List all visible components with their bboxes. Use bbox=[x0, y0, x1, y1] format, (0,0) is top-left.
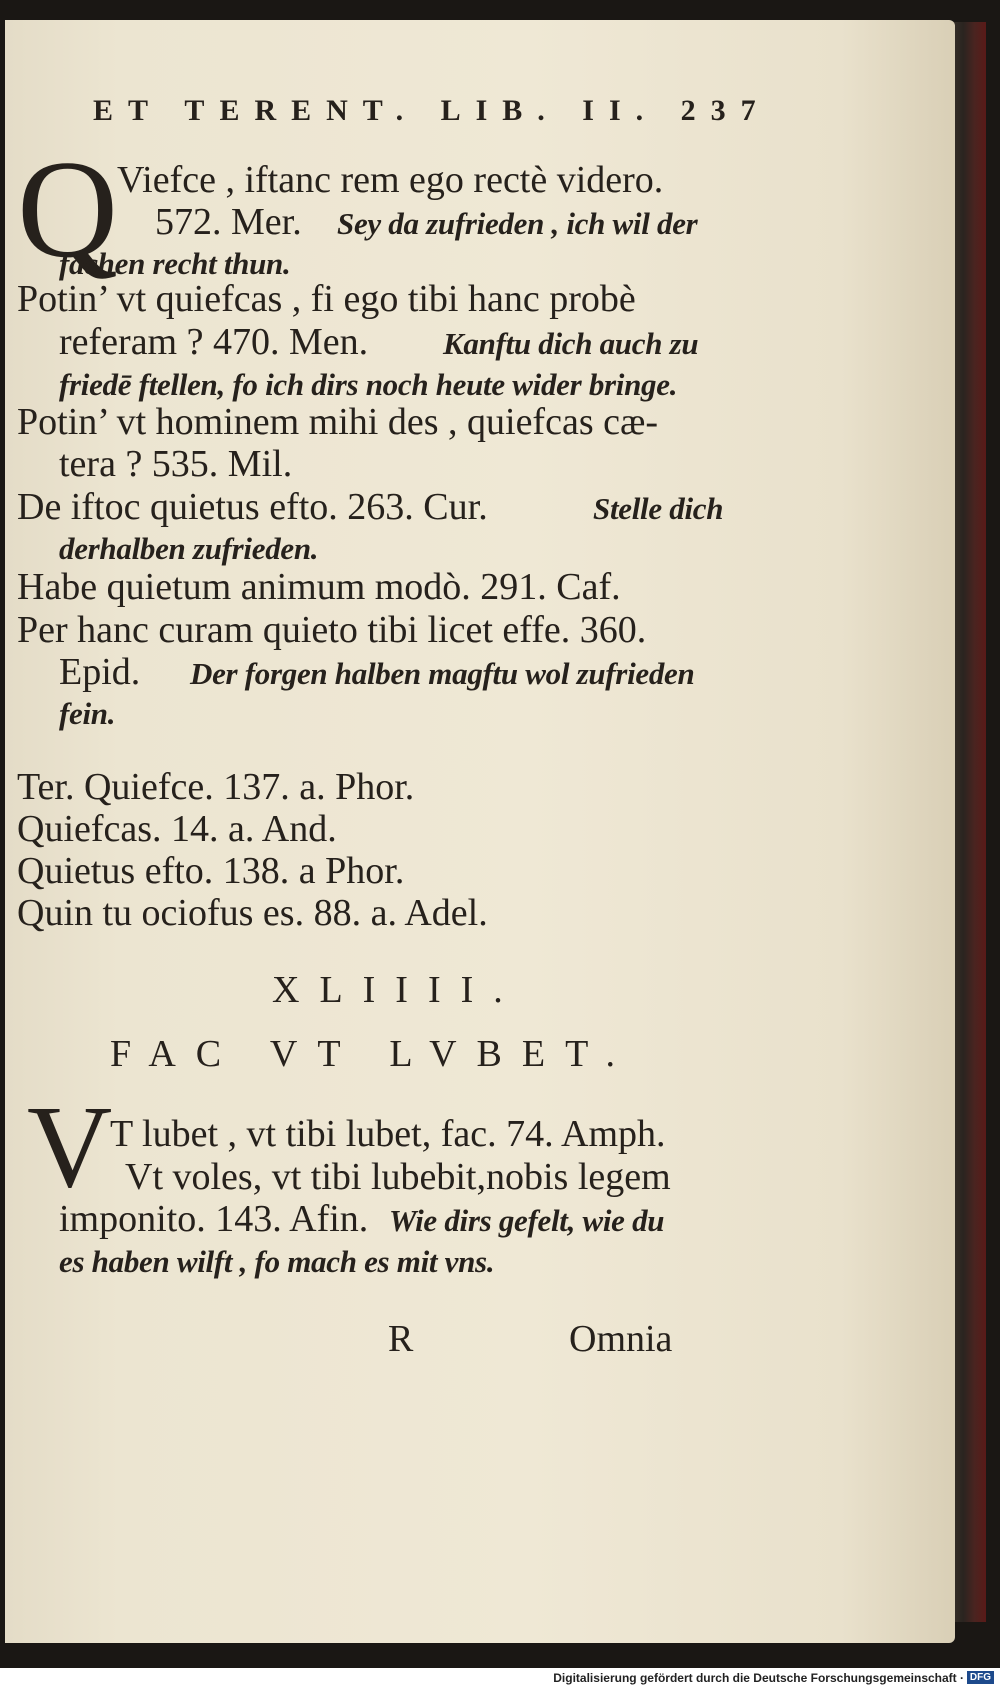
terence-ref: Quietus efto. 138. a Phor. bbox=[17, 850, 405, 892]
running-header: ET TERENT. LIB. II. 237 bbox=[93, 94, 771, 127]
text-line: Habe quietum animum modò. 291. Caf. bbox=[17, 566, 621, 608]
german-gloss: fachen recht thun. bbox=[59, 246, 291, 281]
book-page bbox=[5, 20, 955, 1643]
german-gloss: Sey da zufrieden , ich wil der bbox=[337, 206, 698, 241]
funding-credit: Digitalisierung gefördert durch die Deutsche Forschungsgemeinschaft · bbox=[553, 1671, 964, 1685]
german-gloss: derhalben zufrieden. bbox=[59, 531, 319, 566]
chapter-number: XLIIII. bbox=[272, 969, 523, 1011]
german-gloss: Stelle dich bbox=[593, 491, 724, 526]
german-gloss: friedē ftellen, fo ich dirs noch heute wider bringe. bbox=[59, 367, 678, 402]
german-gloss: es haben wilft , fo mach es mit vns. bbox=[59, 1244, 495, 1279]
text-line: Potin’ vt hominem mihi des , quiefcas cæ- bbox=[17, 401, 658, 443]
text-line: Viefce , iftanc rem ego rectè videro. bbox=[117, 159, 664, 201]
terence-ref: Ter. Quiefce. 137. a. Phor. bbox=[17, 766, 415, 808]
terence-ref: Quiefcas. 14. a. And. bbox=[17, 808, 337, 850]
text-line: referam ? 470. Men. bbox=[59, 321, 369, 363]
german-gloss: Der forgen halben magftu wol zufrieden bbox=[190, 656, 695, 691]
terence-ref: Quin tu ociofus es. 88. a. Adel. bbox=[17, 892, 488, 934]
dfg-logo: DFG bbox=[967, 1671, 994, 1684]
text-line: imponito. 143. Afin. bbox=[59, 1198, 369, 1240]
catchword: Omnia bbox=[569, 1318, 673, 1360]
signature-mark: R bbox=[388, 1318, 414, 1360]
drop-cap-v: V bbox=[27, 1081, 113, 1212]
german-gloss: Wie dirs gefelt, wie du bbox=[389, 1203, 665, 1238]
text-line: tera ? 535. Mil. bbox=[59, 443, 293, 485]
text-line: De iftoc quietus efto. 263. Cur. bbox=[17, 486, 488, 528]
german-gloss: fein. bbox=[59, 696, 116, 731]
text-line: Potin’ vt quiefcas , fi ego tibi hanc probè bbox=[17, 278, 636, 320]
text-line: 572. Mer. bbox=[155, 201, 302, 243]
german-gloss: Kanftu dich auch zu bbox=[443, 326, 699, 361]
footer-bar bbox=[0, 1668, 1000, 1691]
text-line: Per hanc curam quieto tibi licet effe. 360. bbox=[17, 609, 647, 651]
text-line: T lubet , vt tibi lubet, fac. 74. Amph. bbox=[110, 1113, 666, 1155]
text-line: Epid. bbox=[59, 651, 141, 693]
text-line: Vt voles, vt tibi lubebit,nobis legem bbox=[125, 1156, 671, 1198]
drop-cap-q: Q bbox=[17, 132, 119, 287]
chapter-title: FAC VT LVBET. bbox=[110, 1033, 635, 1075]
